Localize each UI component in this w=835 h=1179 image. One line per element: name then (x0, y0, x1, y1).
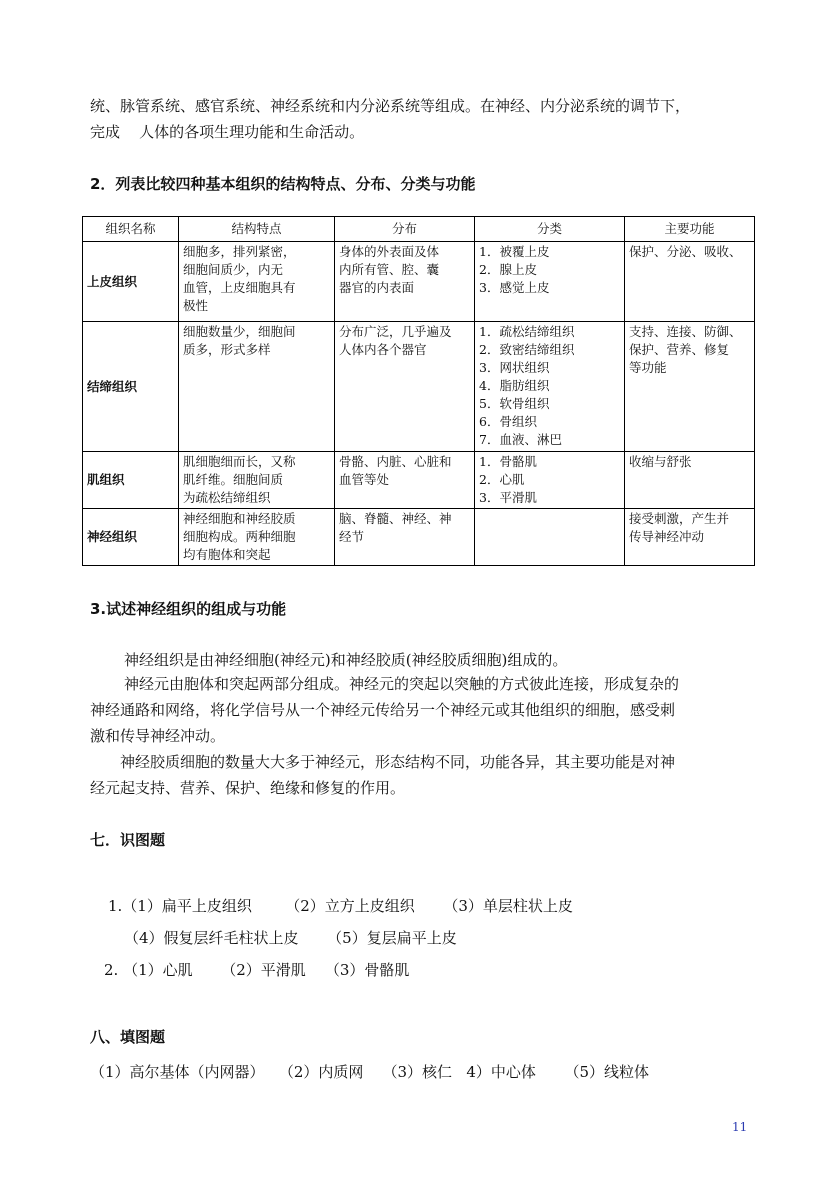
q2-heading: 2．列表比较四种基本组织的结构特点、分布、分类与功能 (90, 175, 476, 193)
tissue-name-cell: 肌组织 (83, 452, 179, 509)
classes-line: 6．骨组织 (479, 414, 537, 429)
structure-cell (179, 509, 335, 566)
function-line: 传导神经冲动 (629, 529, 705, 544)
table-row (83, 242, 755, 322)
function-line: 支持、连接、防御、 (629, 324, 742, 339)
function-line: 等功能 (629, 360, 667, 375)
classes-line: 1．骨骼肌 (479, 454, 537, 469)
section-7-answer-2: 2. （1）心肌 （2）平滑肌 （3）骨骼肌 (104, 961, 410, 979)
classes-line: 3．平滑肌 (479, 490, 537, 505)
classes-cell (475, 452, 625, 509)
page-number: 11 (732, 1120, 748, 1134)
structure-line: 极性 (183, 298, 209, 313)
distribution-line: 经节 (339, 529, 365, 544)
structure-line: 肌纤维。细胞间质 (183, 472, 284, 487)
tissue-comparison-table (82, 216, 755, 566)
tissue-name-cell: 神经组织 (83, 509, 179, 566)
function-line: 收缩与舒张 (629, 454, 692, 469)
structure-line: 神经细胞和神经胶质 (183, 511, 296, 526)
section-8-heading: 八、填图题 (90, 1028, 166, 1046)
section-7-heading: 七．识图题 (90, 831, 166, 849)
classes-line: 5．软骨组织 (479, 396, 550, 411)
column-header: 组织名称 (83, 217, 179, 242)
distribution-cell (335, 242, 475, 322)
tissue-name-cell: 上皮组织 (83, 242, 179, 322)
q3-paragraph-1: 神经组织是由神经细胞(神经元)和神经胶质(神经胶质细胞)组成的。 (124, 651, 568, 669)
structure-cell (179, 242, 335, 322)
structure-line: 细胞多，排列紧密， (183, 244, 296, 259)
structure-line: 肌细胞细而长，又称 (183, 454, 296, 469)
column-header: 分类 (475, 217, 625, 242)
q3-paragraph-3-line-1: 神经胶质细胞的数量大大多于神经元，形态结构不同，功能各异，其主要功能是对神 (120, 753, 676, 771)
structure-line: 血管，上皮细胞具有 (183, 280, 296, 295)
function-cell (625, 322, 755, 452)
structure-line: 为疏松结缔组织 (183, 490, 271, 505)
structure-line: 细胞构成。两种细胞 (183, 529, 296, 544)
function-cell (625, 452, 755, 509)
function-line: 保护、分泌、吸收、 (629, 244, 742, 259)
q3-paragraph-3-line-2: 经元起支持、营养、保护、绝缘和修复的作用。 (90, 779, 406, 797)
structure-cell (179, 452, 335, 509)
table-row (83, 509, 755, 566)
q3-paragraph-2-line-2: 神经通路和网络，将化学信号从一个神经元传给另一个神经元或其他组织的细胞，感受刺 (90, 701, 676, 719)
classes-cell (475, 322, 625, 452)
structure-line: 质多，形式多样 (183, 342, 271, 357)
q3-heading: 3.试述神经组织的组成与功能 (90, 600, 287, 618)
column-header: 分布 (335, 217, 475, 242)
column-header: 结构特点 (179, 217, 335, 242)
tissue-name-cell: 结缔组织 (83, 322, 179, 452)
function-cell (625, 242, 755, 322)
section-8-answer: （1）高尔基体（内网器） （2）内质网 （3）核仁 4）中心体 （5）线粒体 (90, 1063, 650, 1081)
distribution-line: 骨骼、内脏、心脏和 (339, 454, 452, 469)
structure-line: 细胞间质少，内无 (183, 262, 284, 277)
intro-line-1: 统、脉管系统、感官系统、神经系统和内分泌系统等组成。在神经、内分泌系统的调节下， (90, 97, 691, 115)
structure-line: 细胞数量少，细胞间 (183, 324, 296, 339)
function-line: 接受刺激，产生并 (629, 511, 730, 526)
q3-paragraph-2-line-1: 神经元由胞体和突起两部分组成。神经元的突起以突触的方式彼此连接，形成复杂的 (124, 675, 680, 693)
classes-line: 2．致密结缔组织 (479, 342, 575, 357)
table-row (83, 452, 755, 509)
function-cell (625, 509, 755, 566)
function-line: 保护、营养、修复 (629, 342, 730, 357)
distribution-line: 血管等处 (339, 472, 390, 487)
classes-line: 4．脂肪组织 (479, 378, 550, 393)
structure-line: 均有胞体和突起 (183, 547, 271, 562)
distribution-cell (335, 509, 475, 566)
classes-line: 2．心肌 (479, 472, 525, 487)
section-7-answer-1-cont: （4）假复层纤毛柱状上皮 （5）复层扁平上皮 (124, 929, 457, 947)
distribution-cell (335, 322, 475, 452)
distribution-cell (335, 452, 475, 509)
classes-cell (475, 242, 625, 322)
structure-cell (179, 322, 335, 452)
distribution-line: 身体的外表面及体 (339, 244, 440, 259)
classes-cell (475, 509, 625, 566)
q3-paragraph-2-line-3: 激和传导神经冲动。 (90, 727, 226, 745)
section-7-answer-1: 1.（1）扁平上皮组织 （2）立方上皮组织 （3）单层柱状上皮 (108, 897, 573, 915)
classes-line: 7．血液、淋巴 (479, 432, 562, 447)
classes-line: 3．网状组织 (479, 360, 550, 375)
distribution-line: 器官的内表面 (339, 280, 415, 295)
column-header: 主要功能 (625, 217, 755, 242)
intro-line-2: 完成 人体的各项生理功能和生命活动。 (90, 123, 365, 141)
distribution-line: 分布广泛，几乎遍及 (339, 324, 452, 339)
classes-line: 3．感觉上皮 (479, 280, 550, 295)
distribution-line: 脑、脊髓、神经、神 (339, 511, 452, 526)
classes-line: 2．腺上皮 (479, 262, 537, 277)
table-header-row (83, 217, 755, 242)
table-row (83, 322, 755, 452)
distribution-line: 内所有管、腔、囊 (339, 262, 440, 277)
distribution-line: 人体内各个器官 (339, 342, 427, 357)
classes-line: 1．被覆上皮 (479, 244, 550, 259)
classes-line: 1．疏松结缔组织 (479, 324, 575, 339)
